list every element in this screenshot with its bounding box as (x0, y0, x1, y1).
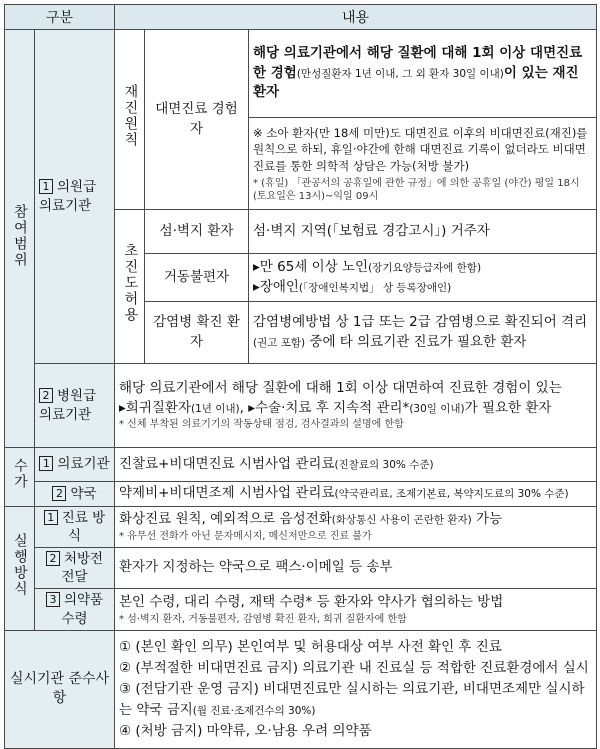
row-fee-pharmacy (5, 482, 597, 507)
row-rx (5, 548, 597, 589)
fee-clinic-label: 의료기관 (57, 456, 110, 473)
fee-group (5, 448, 35, 507)
device-footnote: * 신체 부착된 의료기기의 작동상태 점검, 검사결과의 설명에 한함 (119, 419, 404, 431)
revisit-content (249, 30, 597, 118)
first-visit-rule (115, 210, 145, 364)
revisit-category: 대면진료 경험자 (145, 30, 249, 210)
drug-footnote: * 섬·벽지 환자, 거동불편자, 감염병 확진 환자, 희귀 질환자에 한함 (119, 613, 407, 625)
hospital-tail: 가 필요한 환자 (464, 399, 552, 416)
treat-main: 화상진료 원칙, 예외적으로 음성전화 (119, 511, 332, 528)
row-treat (5, 506, 597, 547)
drug-cell (35, 589, 115, 630)
treat-tail: 가능 (471, 511, 503, 528)
compliance-item-4: ④ (처방 금지) 마약류, 오·남용 우려 의약품 (119, 722, 372, 739)
elderly-detail: (장기요양등급자에 한함) (368, 261, 482, 274)
drug-content (115, 589, 597, 630)
fee-pharmacy-cell (35, 482, 115, 507)
revisit-tail: 이 있는 재진 환자 (253, 64, 579, 101)
mobility-content (249, 254, 597, 302)
row-fee-clinic (5, 448, 597, 482)
row-revisit (5, 30, 597, 118)
fee-clinic-rate: (진찰료의 30% 수준) (334, 458, 434, 471)
clinic-cell (35, 30, 115, 364)
fee-pharmacy-label: 약국 (70, 485, 97, 502)
scope-title: 참여범위 (11, 203, 28, 268)
treat-footnote: * 유무선 전화가 아닌 문자메시지, 메신저만으로 진료 불가 (119, 530, 372, 542)
infection-tail: 중에 타 의료기관 진료가 필요한 환자 (305, 333, 527, 350)
compliance-item-3-note: (월 진료·조제건수의 30%) (192, 704, 316, 717)
hospital-line1: 해당 의료기관에서 해당 질환에 대해 1회 이상 대면하여 진료한 경험이 있는 (119, 380, 562, 397)
rare-disease-period: (1년 이내) (190, 402, 240, 415)
method-title: 실행방식 (11, 533, 28, 598)
row-compliance (5, 630, 597, 748)
row-drug (5, 589, 597, 630)
infection-note: (권고 포함) (253, 336, 306, 349)
fee-pharmacy-rate: (약국관리료, 조제기본료, 복약지도료의 30% 수준) (334, 488, 569, 500)
drug-main: 본인 수령, 대리 수령, 재택 수령* 등 환자와 약사가 협의하는 방법 (119, 594, 504, 611)
method-group (5, 506, 35, 630)
pediatric-note: ※ 소아 환자(만 18세 미만)도 대면진료 이후의 비대면진료(재진)를 원칙으로 하되, 휴일·야간에 한해 대면진료 기록이 없더라도 비대면진료를 통한 의학적 상담은 가능(처방 불가) (253, 126, 588, 173)
fee-pharmacy-main: 약제비+비대면조제 시범사업 관리료 (119, 485, 335, 501)
fee-clinic-cell (35, 448, 115, 482)
fee-clinic-main: 진찰료+비대면진료 시범사업 관리료 (119, 455, 335, 472)
treat-exception: (화상통신 사용이 곤란한 환자) (331, 514, 472, 527)
row-hospital (5, 364, 597, 448)
fee-pharmacy-num: 2 (52, 486, 66, 501)
header-content: 내용 (115, 5, 597, 30)
treat-label: 진료 방식 (61, 509, 106, 544)
hospital-label: 병원급 의료기관 (39, 388, 97, 423)
compliance-item-2: ② (부적절한 비대면진료 금지) 의료기관 내 진료실 등 적합한 진료환경에서 실시 (119, 659, 589, 676)
hospital-cell (35, 364, 115, 448)
fee-title: 수가 (11, 457, 28, 490)
mobility-category: 거동불편자 (145, 254, 249, 302)
compliance-content (115, 630, 597, 748)
rx-label: 처방전 전달 (61, 551, 104, 586)
fee-clinic-content (115, 448, 597, 482)
rare-disease: ▸희귀질환자 (119, 399, 191, 416)
revisit-period: (만성질환자 1년 이내, 그 외 환자 30일 이내) (296, 67, 504, 80)
treat-cell (35, 506, 115, 547)
rx-cell (35, 548, 115, 589)
rx-content: 환자가 지정하는 약국으로 팩스·이메일 등 송부 (115, 548, 597, 589)
infection-category: 감염병 확진 환자 (145, 302, 249, 364)
treat-num: 1 (44, 510, 58, 525)
pilot-program-table (4, 4, 597, 749)
fee-clinic-num: 1 (39, 456, 53, 471)
holiday-footnote: * (휴일) 「관공서의 공휴일에 관한 규정」에 의한 공휴일 (야간) 평일 18시(토요일은 13시)~익일 09시 (253, 177, 580, 203)
post-surgery: , ▸수술·치료 후 지속적 관리* (239, 399, 410, 416)
header-row (5, 5, 597, 30)
drug-label: 의약품 수령 (61, 592, 104, 627)
first-visit-title: 초진도허용 (122, 242, 139, 323)
hospital-content (115, 364, 597, 448)
revisit-title: 재진원칙 (122, 83, 139, 148)
rx-num: 2 (46, 551, 60, 566)
island-category: 섬·벽지 환자 (145, 210, 249, 254)
revisit-main: 해당 의료기관에서 해당 질환에 대해 1회 이상 대면진료한 경험 (253, 45, 583, 81)
clinic-label: 의원급 의료기관 (39, 179, 97, 214)
infection-content (249, 302, 597, 364)
post-surgery-period: (30일 이내) (409, 402, 465, 415)
disabled-detail: (「장애인복지법」 상 등록장애인) (298, 281, 452, 294)
disabled-line: ▸장애인 (253, 278, 299, 295)
compliance-item-3: ③ (전담기관 운영 금지) 비대면진료만 실시하는 의료기관, 비대면조제만 실시하는 약국 금지 (119, 680, 585, 718)
hospital-num: 2 (39, 388, 53, 403)
infection-main: 감염병예방법 상 1급 또는 2급 감염병으로 확진되어 격리 (253, 313, 588, 330)
island-content: 섬·벽지 지역(「보험료 경감고시」) 거주자 (249, 210, 597, 254)
header-category: 구분 (5, 5, 115, 30)
revisit-note-cell (249, 118, 597, 210)
treat-content (115, 506, 597, 547)
clinic-num: 1 (39, 179, 53, 194)
fee-pharmacy-content (115, 482, 597, 507)
compliance-title: 실시기관 준수사항 (5, 630, 115, 748)
elderly-line: ▸만 65세 이상 노인 (253, 258, 369, 275)
revisit-rule (115, 30, 145, 210)
scope-group (5, 30, 35, 448)
compliance-item-1: ① (본인 확인 의무) 본인여부 및 허용대상 여부 사전 확인 후 진료 (119, 639, 502, 656)
drug-num: 3 (46, 592, 60, 607)
